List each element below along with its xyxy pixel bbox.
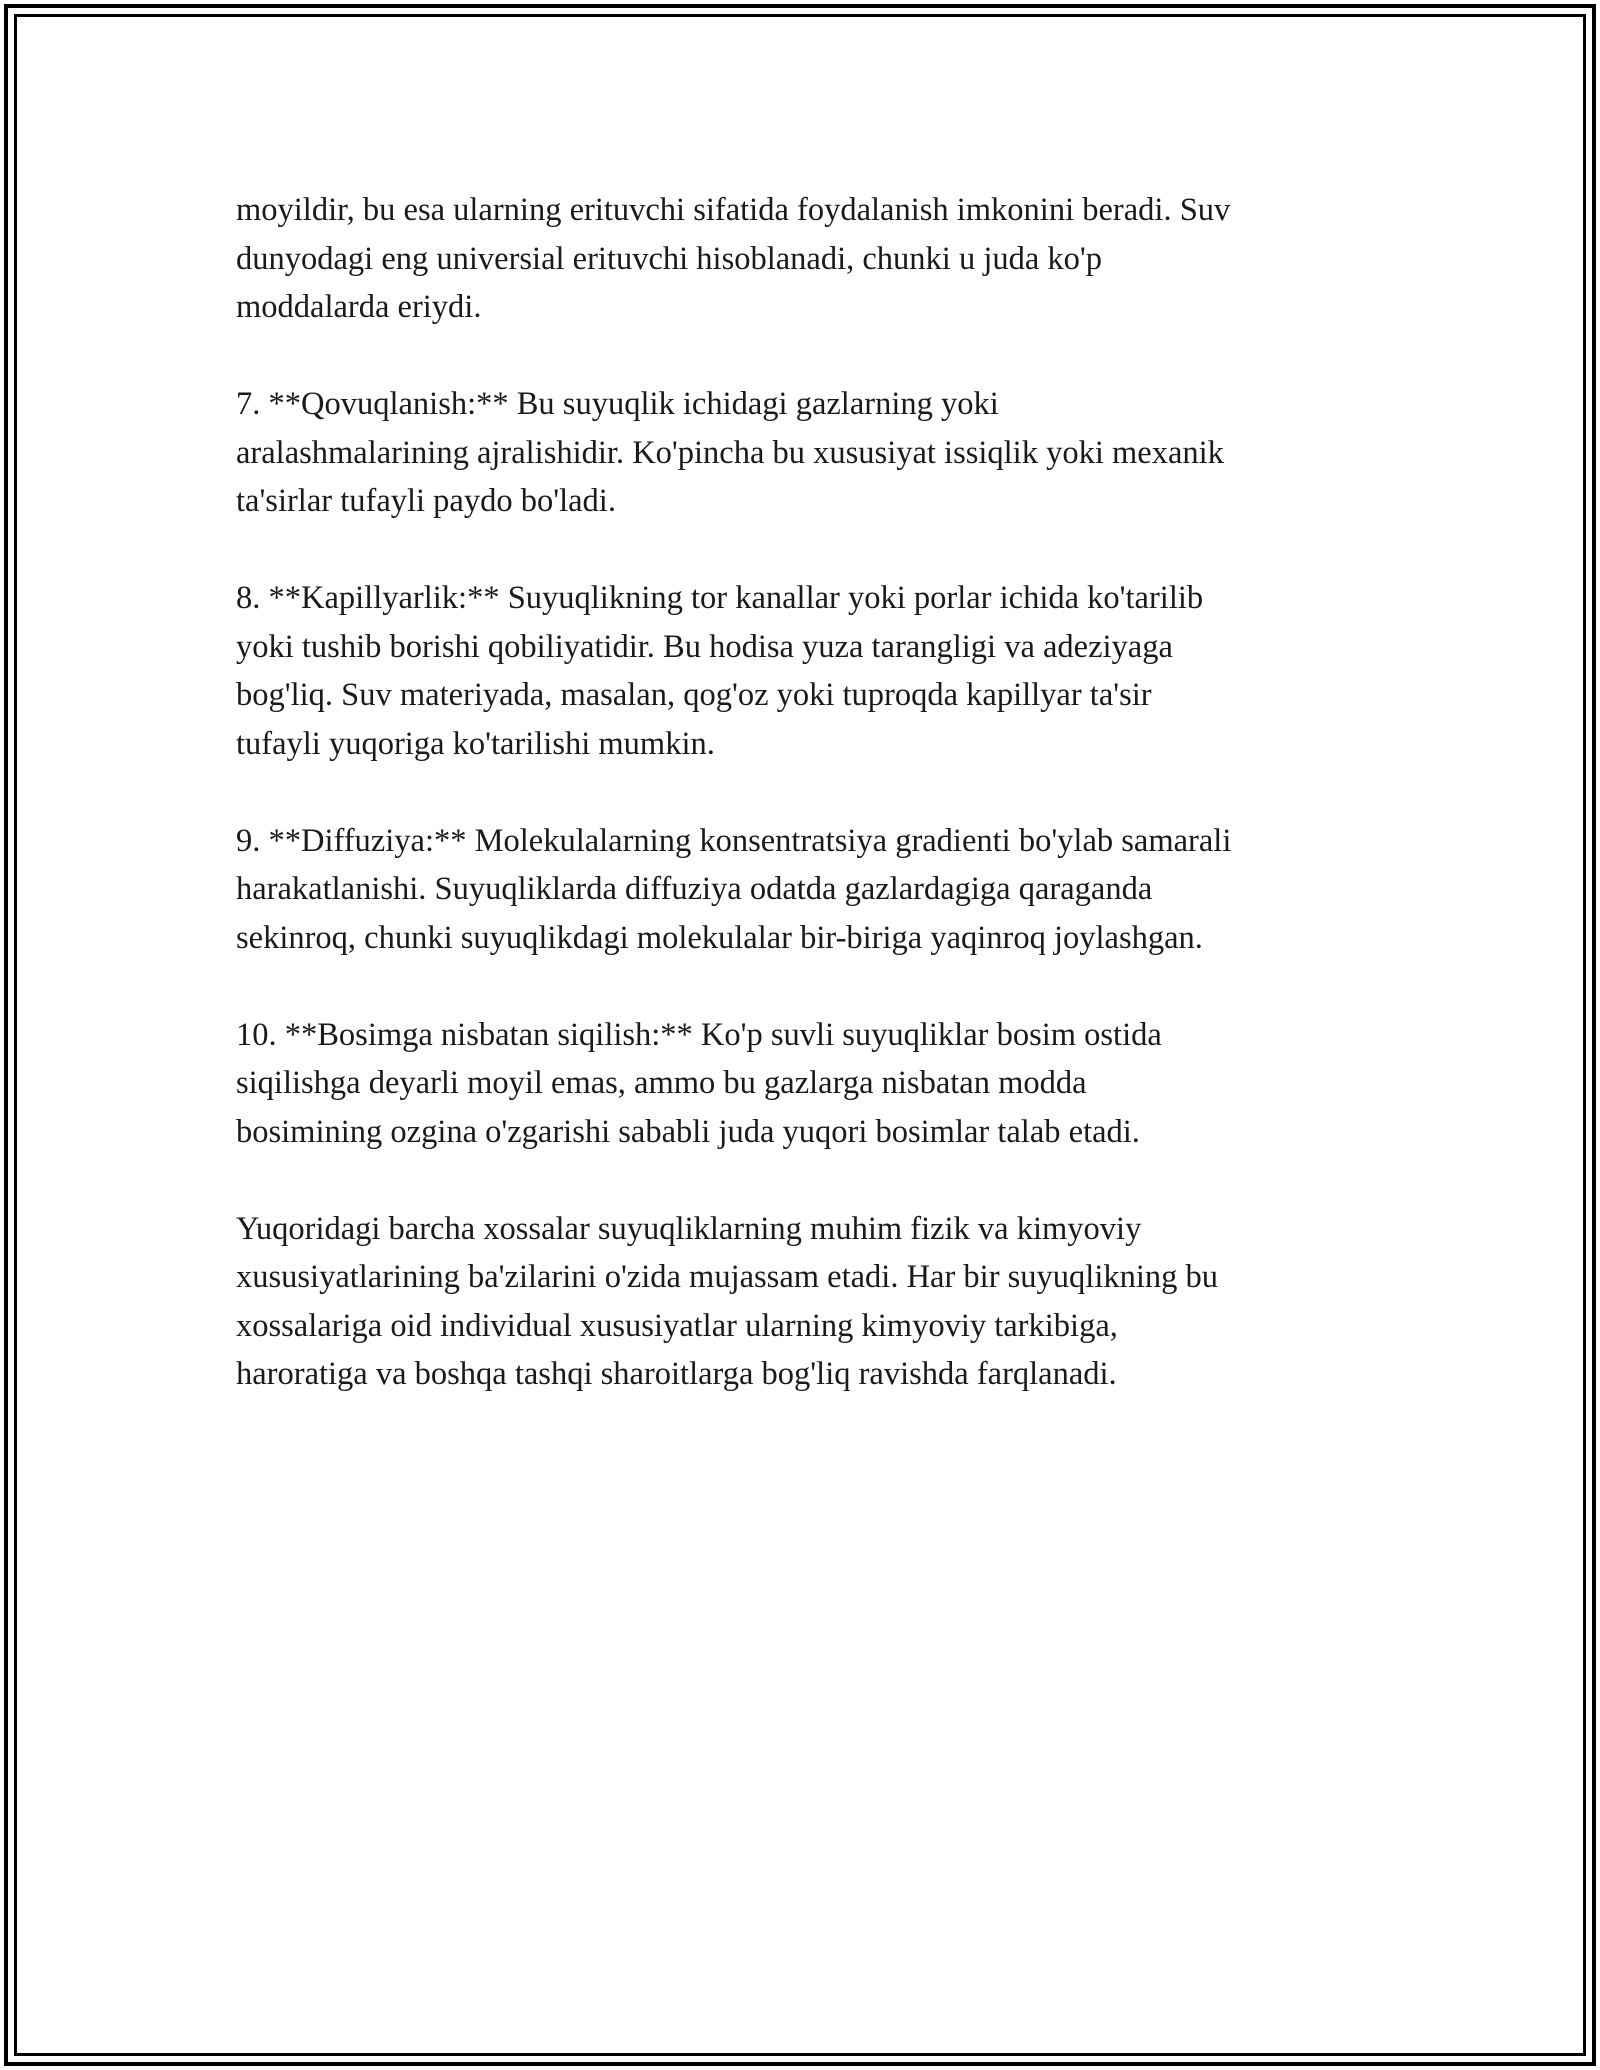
paragraph-item-10: 10. **Bosimga nisbatan siqilish:** Ko'p suvli suyuqliklar bosim ostida siqilishga deyarli moyil emas, ammo bu gazlarga nisbatan modda bosimining ozgina o'zgarishi sababli juda yuqori bosimlar talab etadi. bbox=[236, 1016, 1162, 1150]
paragraph-item-9: 9. **Diffuziya:** Molekulalarning konsentratsiya gradienti bo'ylab samarali harakatlanishi. Suyuqliklarda diffuziya odatda gazlardagiga qaraganda sekinroq, chunki suyuqlikdagi molekulalar bir-biriga yaqinroq joylashgan. bbox=[236, 822, 1232, 956]
paragraph-item-8: 8. **Kapillyarlik:** Suyuqlikning tor kanallar yoki porlar ichida ko'tarilib yoki tushib borishi qobiliyatidir. Bu hodisa yuza tarangligi va adeziyaga bog'liq. Suv materiyada, masalan, qog'oz yoki tuproqda kapillyar ta'sir tufayli yuqoriga ko'tarilishi mumkin. bbox=[236, 580, 1204, 762]
paragraph-conclusion: Yuqoridagi barcha xossalar suyuqliklarning muhim fizik va kimyoviy xususiyatlarining ba'zilarini o'zida mujassam etadi. Har bir suyuqlikning bu xossalariga oid individual xususiyatlar ularning kimyoviy tarkibiga, haroratiga va boshqa tashqi sharoitlarga bog'liq ravishda farqlanadi. bbox=[236, 1210, 1218, 1392]
paragraph-intro-continuation: moyildir, bu esa ularning erituvchi sifatida foydalanish imkonini beradi. Suv dunyodagi eng universial erituvchi hisoblanadi, chunki u juda ko'p moddalarda eriydi. bbox=[236, 192, 1231, 325]
document-body bbox=[236, 186, 1366, 1447]
paragraph-item-7: 7. **Qovuqlanish:** Bu suyuqlik ichidagi gazlarning yoki aralashmalarining ajralishidir. Ko'pincha bu xususiyat issiqlik yoki mexanik ta'sirlar tufayli paydo bo'ladi. bbox=[236, 386, 1224, 519]
